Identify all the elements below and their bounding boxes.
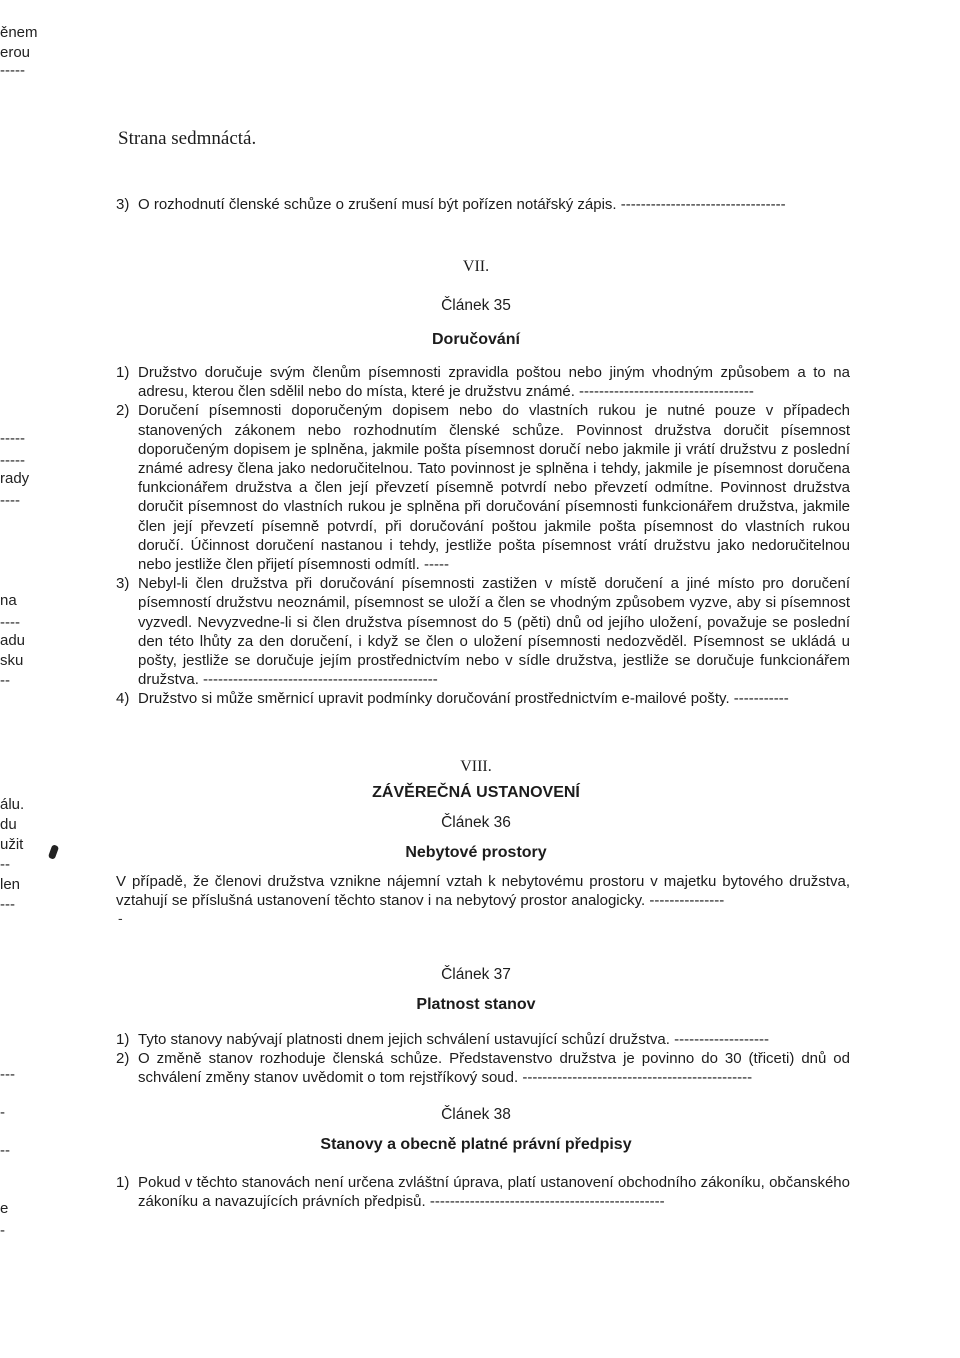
item-number: 2) <box>116 1050 130 1068</box>
item-text: Tyto stanovy nabývají platnosti dnem jejich schválení ustavující schůzí družstva. ------------------- <box>138 1031 770 1048</box>
margin-fragment: ----- <box>0 430 25 447</box>
article-35-body <box>116 363 850 709</box>
section-roman-vii: VII. <box>462 258 490 275</box>
list-item <box>116 363 850 401</box>
item-text: Doručení písemnosti doporučeným dopisem nebo do vlastních rukou je nutné pouze v případech stanovených zákonem nebo rozhodnutím členské schůze. Povinnost družstva doručit písemnost doporučeným dopisem je splněna, jakmile pošta písemnost doručí nebo jakmile ji vrátí družstvu z poslední známé adresy člena jako nedoručitelnou. Tato povinnost je splněna i tehdy, jakmile je písemnost doručena funkcionářem družstva a člen její převzetí písemně potvrdí nebo převzetí odmítne. Povinnost družstva doručit písemnost do vlastních rukou je splněna při doručování písemnosti funkcionářem družstva, jakmile člen její převzetí písemně potvrdí, při doručování poštou jakmile pošta písemnost do vlastních rukou doručí. Účinnost doručení nastanou i tehdy, jestliže pošta písemnost vrátí družstvu jako nedoručitelnou nebo jestliže člen přijetí písemnosti odmítl. ----- <box>138 402 850 574</box>
margin-fragment: -- <box>0 856 10 873</box>
item-text: Pokud v těchto stanovách není určena zvláštní úprava, platí ustanovení obchodního zákoníku, občanského zákoníku a navazujících právních předpisů. ----------------------------------------------- <box>138 1174 850 1211</box>
item-text: Družstvo si může směrnicí upravit podmínky doručování prostřednictvím e-mailové pošty. ----------- <box>138 690 789 708</box>
margin-fragment: užit <box>0 836 24 853</box>
article-35-heading: Článek 35 <box>441 297 511 314</box>
margin-fragment: --- <box>0 896 15 913</box>
article-36-title: Nebytové prostory <box>405 844 547 861</box>
article-38-body <box>116 1173 850 1211</box>
paragraph: V případě, že členovi družstva vznikne nájemní vztah k nebytovému prostoru v majetku bytového družstva, vztahují se příslušná ustanovení těchto stanov i na nebytový prostor analogicky. --------------- <box>116 873 850 910</box>
margin-fragment: e <box>0 1200 9 1217</box>
section-roman-viii: VIII. <box>460 758 492 775</box>
article-37-body <box>116 1030 850 1088</box>
margin-fragment: rady <box>0 470 30 487</box>
article-36-heading: Článek 36 <box>441 814 511 831</box>
list-item <box>116 1173 850 1211</box>
item-number: 1) <box>116 1031 130 1048</box>
list-item <box>116 1030 850 1049</box>
page-header: Strana sedmnáctá. <box>118 128 257 149</box>
section-8-title: ZÁVĚREČNÁ USTANOVENÍ <box>372 784 580 801</box>
margin-fragment: - <box>0 1222 5 1239</box>
list-item <box>116 574 850 689</box>
margin-fragment: ----- <box>0 452 25 469</box>
margin-fragment: ---- <box>0 614 20 631</box>
margin-fragment: ěnem <box>0 24 38 41</box>
article-38-heading: Článek 38 <box>441 1106 511 1123</box>
margin-fragment: adu <box>0 632 26 649</box>
list-item <box>116 689 850 708</box>
margin-fragment: sku <box>0 652 24 669</box>
margin-fragment: álu. <box>0 796 25 813</box>
margin-fragment: na <box>0 592 17 609</box>
margin-fragment: --- <box>0 1066 15 1083</box>
article-37-title: Platnost stanov <box>416 996 536 1013</box>
item-number: 1) <box>116 1174 130 1191</box>
item-text: Družstvo doručuje svým členům písemnosti zpravidla poštou nebo jiným vhodným způsobem a to na adresu, kterou člen sdělil nebo do místa, které je družstvu známé. ----------------------------------- <box>138 364 850 401</box>
item-text: O rozhodnutí členské schůze o zrušení musí být pořízen notářský zápis. --------------------------------- <box>138 196 786 213</box>
list-item <box>116 401 850 574</box>
margin-fragment: len <box>0 876 21 893</box>
list-item <box>116 1049 850 1087</box>
margin-fragment: ----- <box>0 62 25 79</box>
item-number: 2) <box>116 402 130 420</box>
small-mark: - <box>118 910 123 926</box>
margin-fragment: -- <box>0 672 10 689</box>
item-text: O změně stanov rozhoduje členská schůze. Představenstvo družstva je povinno do 30 (třiceti) dnů od schválení změny stanov uvědomit o tom rejstříkový soud. ---------------------------------------------- <box>138 1050 850 1087</box>
item-number: 4) <box>116 690 130 708</box>
article-35-title: Doručování <box>431 331 520 348</box>
article-37-heading: Článek 37 <box>441 966 511 983</box>
margin-fragment: du <box>0 816 17 833</box>
item-number: 3) <box>116 196 130 213</box>
item-number: 3) <box>116 575 130 593</box>
item-number: 1) <box>116 364 130 381</box>
item-text: Nebyl-li člen družstva při doručování písemnosti zastižen v místě doručení a jiné místo pro doručení písemností družstvu neoznámil, písemnost se uloží a člen se vhodným způsobem vyzve, aby si písemnost vyzvedl. Nevyzvedne-li si člen družstva písemnost do 5 (pěti) dnů od jejího uložení, považuje se poslední den této lhůty za den doručení, i když se člen o uložení písemnosti nedozvěděl. Písemnost se ukládá u pošty, jestliže se doručuje jejím prostřednictvím nebo v sídle družstva, jestliže se doručuje funkcionářem družstva. ----------------------------------------------- <box>138 575 850 689</box>
margin-fragment: -- <box>0 1142 10 1159</box>
margin-fragment: - <box>0 1104 5 1121</box>
article-36-body <box>116 872 850 910</box>
article-38-title: Stanovy a obecně platné právní předpisy <box>320 1136 632 1153</box>
margin-fragment: ---- <box>0 492 20 509</box>
prev-item-3 <box>116 195 850 214</box>
margin-fragment: erou <box>0 44 31 61</box>
